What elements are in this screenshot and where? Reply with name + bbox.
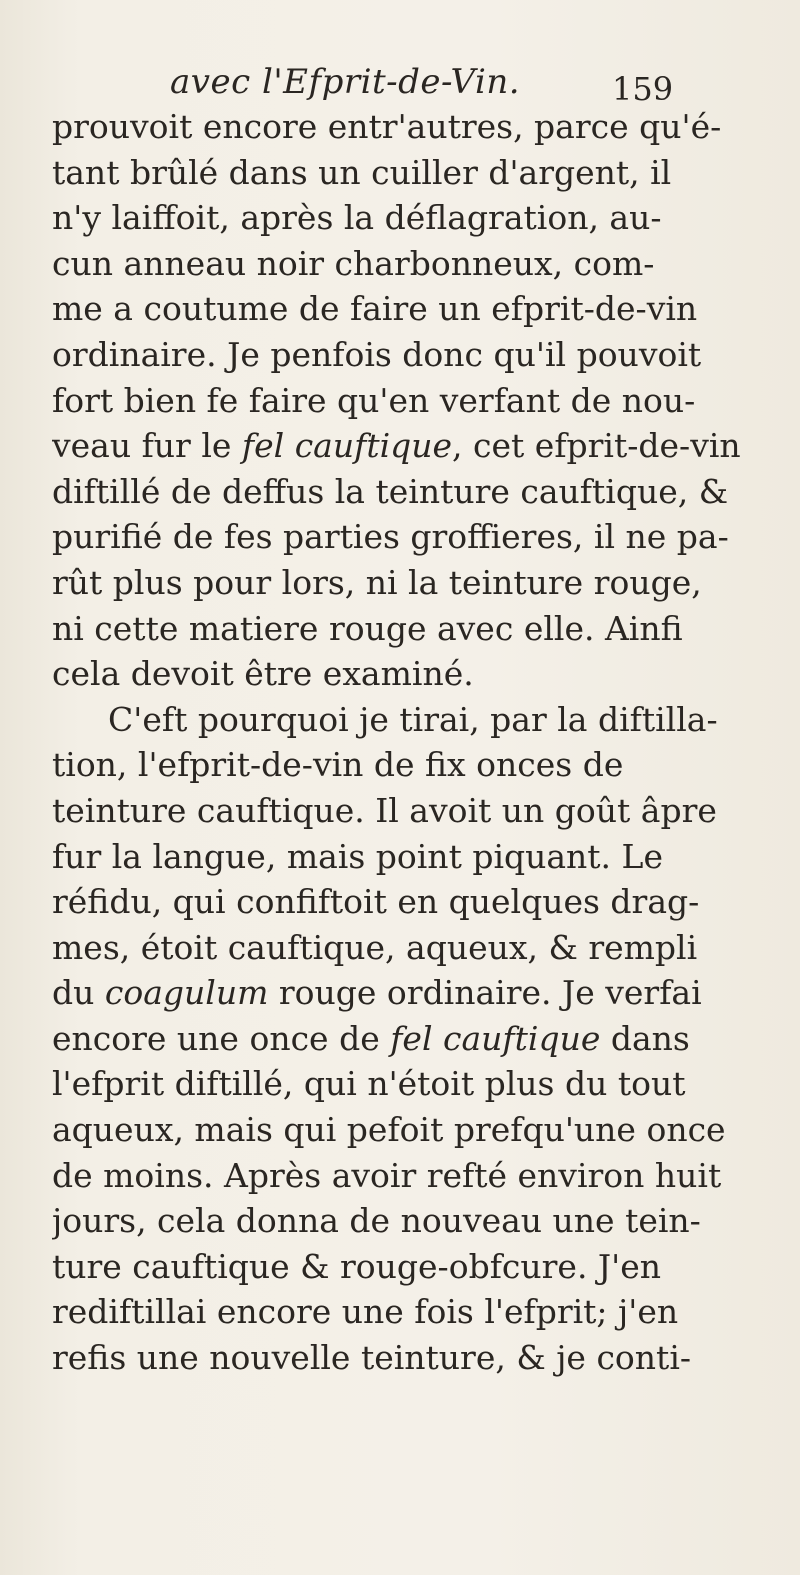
text-line: ordinaire. Je penfois donc qu'il pouvoit — [52, 334, 702, 374]
text-line — [52, 1016, 792, 1062]
text-line: refis une nouvelle teinture, & je conti- — [52, 1338, 692, 1378]
text-line: rediftillai encore une fois l'efprit; j'en — [52, 1292, 679, 1332]
text-line: aqueux, mais qui pefoit prefqu'une once — [52, 1110, 726, 1150]
italic-term: fel cauftique — [390, 1018, 601, 1058]
text-line: fur la langue, mais point piquant. Le — [52, 836, 663, 876]
page-number: 159 — [612, 70, 674, 108]
text-line: rût plus pour lors, ni la teinture rouge, — [52, 562, 702, 602]
text-line — [52, 423, 792, 469]
text-line: réfidu, qui confiftoit en quelques drag- — [52, 882, 700, 922]
text-line: de moins. Après avoir refté environ huit — [52, 1155, 722, 1195]
paragraph-start-line: C'eft pourquoi je tirai, par la diftilla- — [108, 699, 718, 739]
text-line: me a coutume de faire un efprit-de-vin — [52, 289, 698, 329]
text-line: l'efprit diftillé, qui n'étoit plus du tout — [52, 1064, 686, 1104]
text-line: tant brûlé dans un cuiller d'argent, il — [52, 152, 672, 192]
text-line: fort bien fe faire qu'en verfant de nou- — [52, 380, 696, 420]
text-line: teinture cauftique. Il avoit un goût âpre — [52, 790, 717, 830]
italic-term: fel cauftique — [241, 426, 453, 466]
text-line: prouvoit encore entr'autres, parce qu'é- — [52, 107, 722, 146]
text-run: veau fur le — [52, 426, 242, 466]
text-line: cun anneau noir charbonneux, com- — [52, 243, 655, 283]
text-run: du — [52, 973, 105, 1013]
text-line: jours, cela donna de nouveau une tein- — [52, 1201, 701, 1241]
text-line — [52, 970, 792, 1016]
italic-term: coagulum — [104, 973, 269, 1013]
text-line: mes, étoit cauftique, aqueux, & rempli — [52, 927, 698, 967]
text-run: dans — [600, 1018, 690, 1058]
text-line: ni cette matiere rouge avec elle. Ainfi — [52, 608, 683, 648]
text-run: , cet efprit-de-vin — [452, 426, 741, 466]
text-line: diftillé de deffus la teinture cauftique, & — [52, 471, 729, 511]
text-line: purifié de fes parties groffieres, il ne pa- — [52, 517, 729, 557]
text-line: cela devoit être examiné. — [52, 654, 474, 694]
text-line: n'y laiffoit, après la déflagration, au- — [52, 198, 662, 238]
text-run: encore une once de — [52, 1018, 391, 1058]
body-text — [52, 104, 792, 1381]
text-run: rouge ordinaire. Je verfai — [268, 973, 702, 1013]
running-title: avec l'Efprit-de-Vin. — [170, 62, 521, 102]
text-line: tion, l'efprit-de-vin de fix onces de — [52, 745, 624, 785]
text-line: ture cauftique & rouge-obfcure. J'en — [52, 1246, 662, 1286]
